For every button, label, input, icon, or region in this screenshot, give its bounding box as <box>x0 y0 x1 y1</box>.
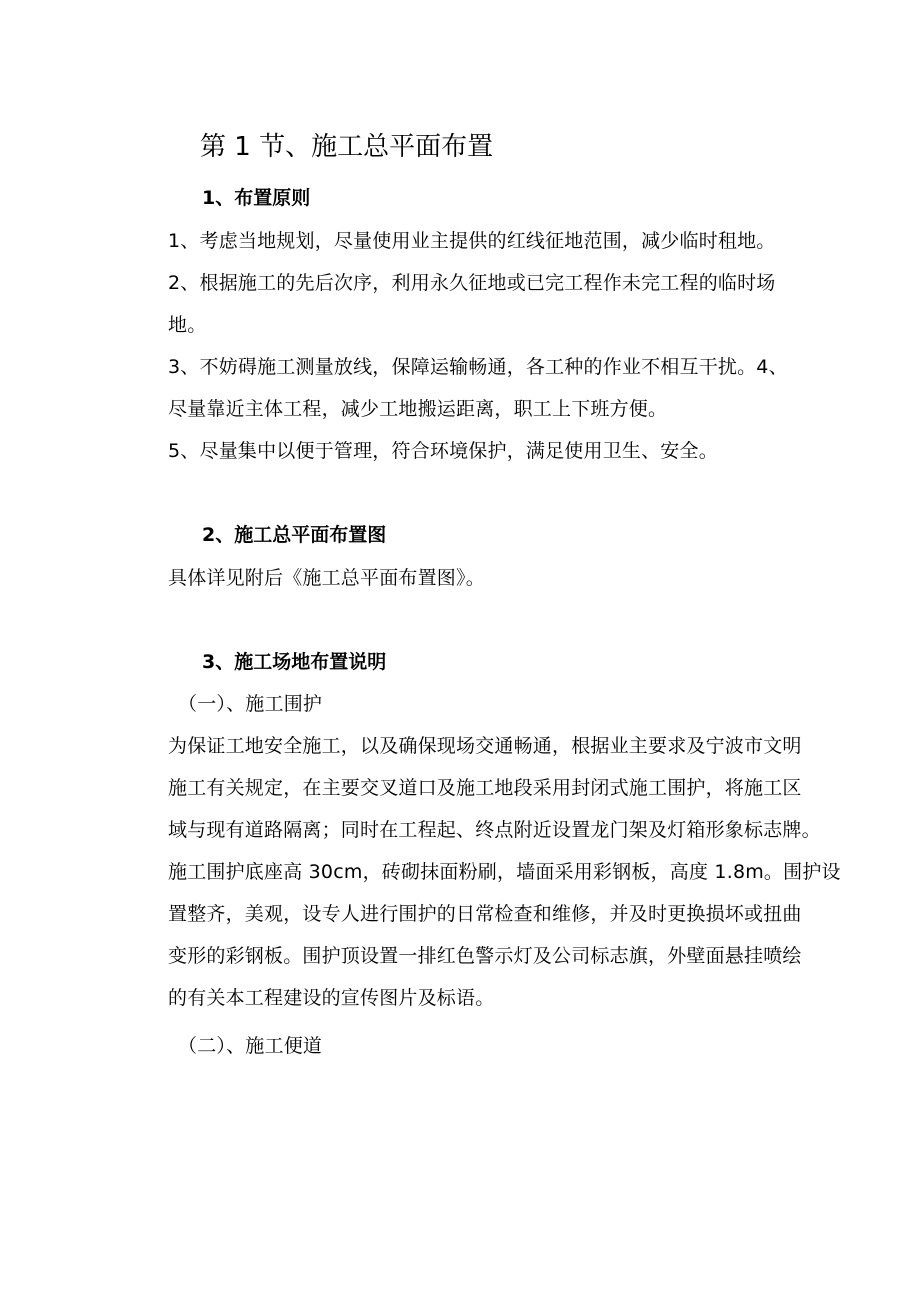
paragraph-line: 5、尽量集中以便于管理，符合环境保护，满足使用卫生、安全。 <box>168 440 718 462</box>
paragraph-line: 3、不妨碍施工测量放线，保障运输畅通，各工种的作业不相互干扰。4、 <box>168 356 788 378</box>
paragraph-line: 为保证工地安全施工，以及确保现场交通畅通，根据业主要求及宁波市文明 <box>168 735 802 757</box>
paragraph-line: 变形的彩钢板。围护顶设置一排红色警示灯及公司标志旗，外壁面悬挂喷绘 <box>168 945 802 967</box>
section-title: 第 1 节、施工总平面布置 <box>200 132 494 162</box>
heading-site-plan: 2、施工总平面布置图 <box>202 524 387 546</box>
subheading-access-road: （二）、施工便道 <box>178 1035 323 1057</box>
subheading-enclosure: （一）、施工围护 <box>178 693 323 715</box>
paragraph-line: 尽量靠近主体工程，减少工地搬运距离，职工上下班方便。 <box>168 398 668 420</box>
paragraph-line: 地。 <box>168 314 207 336</box>
paragraph-line: 置整齐，美观，设专人进行围护的日常检查和维修，并及时更换损坏或扭曲 <box>168 903 802 925</box>
paragraph-line: 施工围护底座高 30cm，砖砌抹面粉刷，墙面采用彩钢板，高度 1.8m。围护设 <box>168 861 841 883</box>
heading-layout-principles: 1、布置原则 <box>202 187 311 209</box>
heading-site-layout-notes: 3、施工场地布置说明 <box>202 651 387 673</box>
paragraph-line: 的有关本工程建设的宣传图片及标语。 <box>168 987 495 1009</box>
paragraph-line: 1、考虑当地规划，尽量使用业主提供的红线征地范围，减少临时租地。 <box>168 230 776 252</box>
paragraph-line: 2、根据施工的先后次序，利用永久征地或已完工程作未完工程的临时场 <box>168 272 776 294</box>
paragraph-line: 施工有关规定，在主要交叉道口及施工地段采用封闭式施工围护，将施工区 <box>168 777 802 799</box>
paragraph-line: 域与现有道路隔离；同时在工程起、终点附近设置龙门架及灯箱形象标志牌。 <box>168 819 821 841</box>
paragraph-line: 具体详见附后《施工总平面布置图》。 <box>168 567 485 589</box>
